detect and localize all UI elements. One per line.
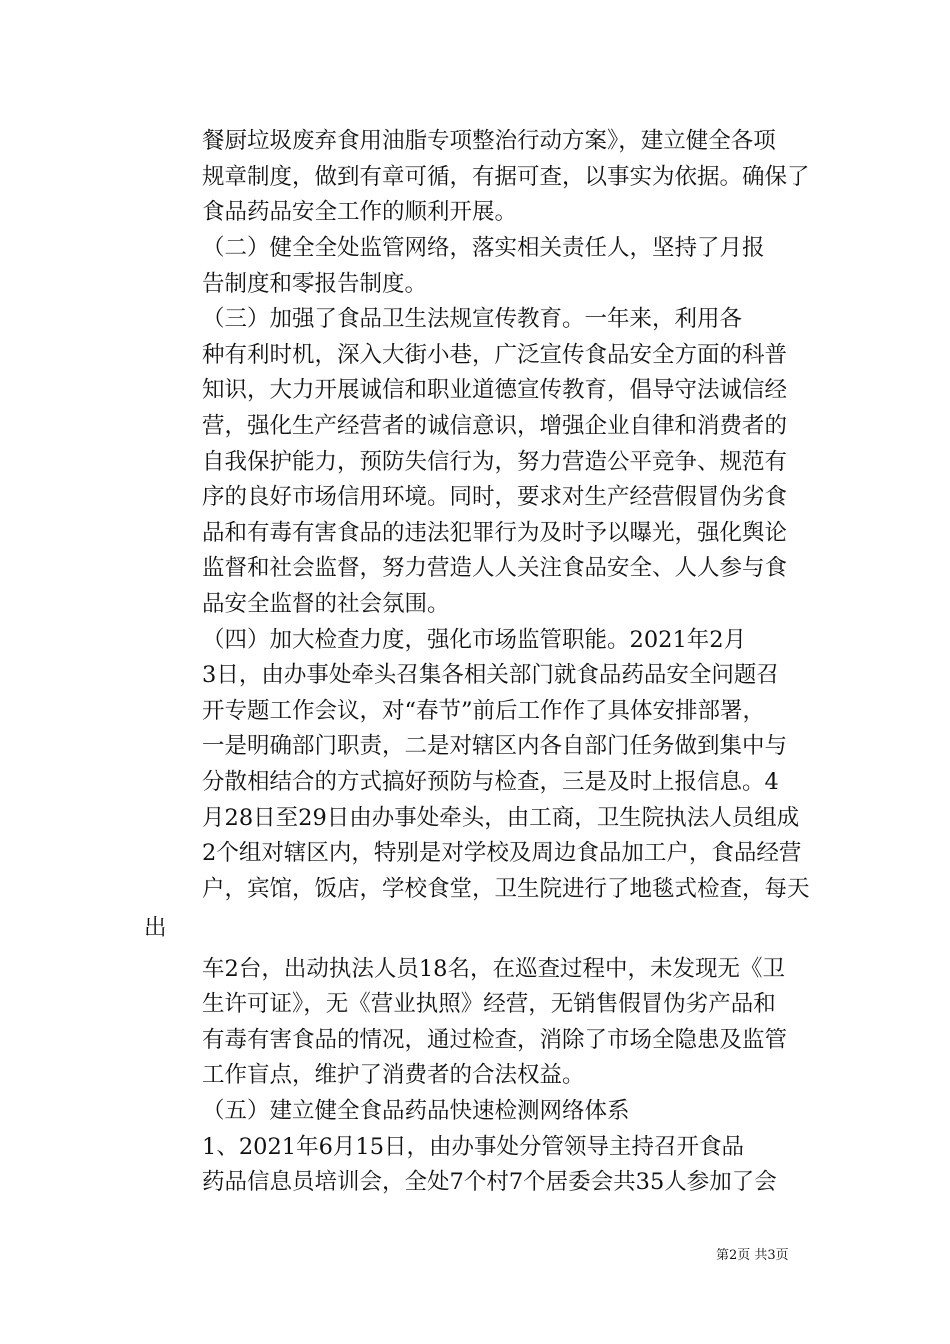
text-line: （三）加强了食品卫生法规宣传教育。一年来，利用各 (202, 306, 743, 332)
text-line: 工作盲点，维护了消费者的合法权益。 (202, 1062, 585, 1088)
text-line: 品安全监督的社会氛围。 (202, 591, 450, 617)
text-line: 车2台，出动执法人员18名，在巡查过程中，未发现无《卫 (202, 956, 785, 982)
text-line: 1、2021年6月15日，由办事处分管领导主持召开食品 (202, 1134, 745, 1160)
text-line: 生许可证》，无《营业执照》经营，无销售假冒伪劣产品和 (202, 991, 776, 1017)
text-line: 分散相结合的方式搞好预防与检查，三是及时上报信息。4 (202, 769, 779, 795)
text-line: 餐厨垃圾废弃食用油脂专项整治行动方案》，建立健全各项 (202, 128, 776, 154)
text-line: 3日，由办事处牵头召集各相关部门就食品药品安全问题召 (202, 662, 779, 688)
text-line: （四）加大检查力度，强化市场监管职能。2021年2月 (202, 627, 747, 653)
text-line: 药品信息员培训会，全处7个村7个居委会共35人参加了会 (202, 1169, 777, 1195)
text-line: 规章制度，做到有章可循，有据可查，以事实为依据。确保了 (202, 164, 810, 190)
text-line: 品和有毒有害食品的违法犯罪行为及时予以曝光，强化舆论 (202, 520, 788, 546)
text-line: 营，强化生产经营者的诚信意识，增强企业自律和消费者的 (202, 413, 788, 439)
text-line: 月28日至29日由办事处牵头，由工商，卫生院执法人员组成 (202, 805, 800, 831)
text-line: 种有利时机，深入大街小巷，广泛宣传食品安全方面的科普 (202, 342, 788, 368)
text-line: 告制度和零报告制度。 (202, 271, 428, 297)
text-line: 有毒有害食品的情况，通过检查，消除了市场全隐患及监管 (202, 1027, 788, 1053)
page-number-footer: 第2页 共3页 (716, 1248, 789, 1263)
text-line: 户，宾馆，饭店，学校食堂，卫生院进行了地毯式检查，每天 (202, 876, 810, 902)
text-line: 出 (144, 915, 167, 941)
text-line: 监督和社会监督，努力营造人人关注食品安全、人人参与食 (202, 555, 788, 581)
text-line: 食品药品安全工作的顺利开展。 (202, 199, 518, 225)
text-line: 开专题工作会议，对“春节”前后工作作了具体安排部署， (202, 698, 766, 724)
text-line: （五）建立健全食品药品快速检测网络体系 (202, 1098, 630, 1124)
text-line: 序的良好市场信用环境。同时，要求对生产经营假冒伪劣食 (202, 484, 788, 510)
text-line: 知识，大力开展诚信和职业道德宣传教育，倡导守法诚信经 (202, 377, 788, 403)
text-line: （二）健全全处监管网络，落实相关责任人，坚持了月报 (202, 235, 765, 261)
text-line: 自我保护能力，预防失信行为，努力营造公平竞争、规范有 (202, 449, 788, 475)
text-line: 一是明确部门职责，二是对辖区内各自部门任务做到集中与 (202, 733, 788, 759)
text-line: 2个组对辖区内，特别是对学校及周边食品加工户，食品经营 (202, 840, 802, 866)
